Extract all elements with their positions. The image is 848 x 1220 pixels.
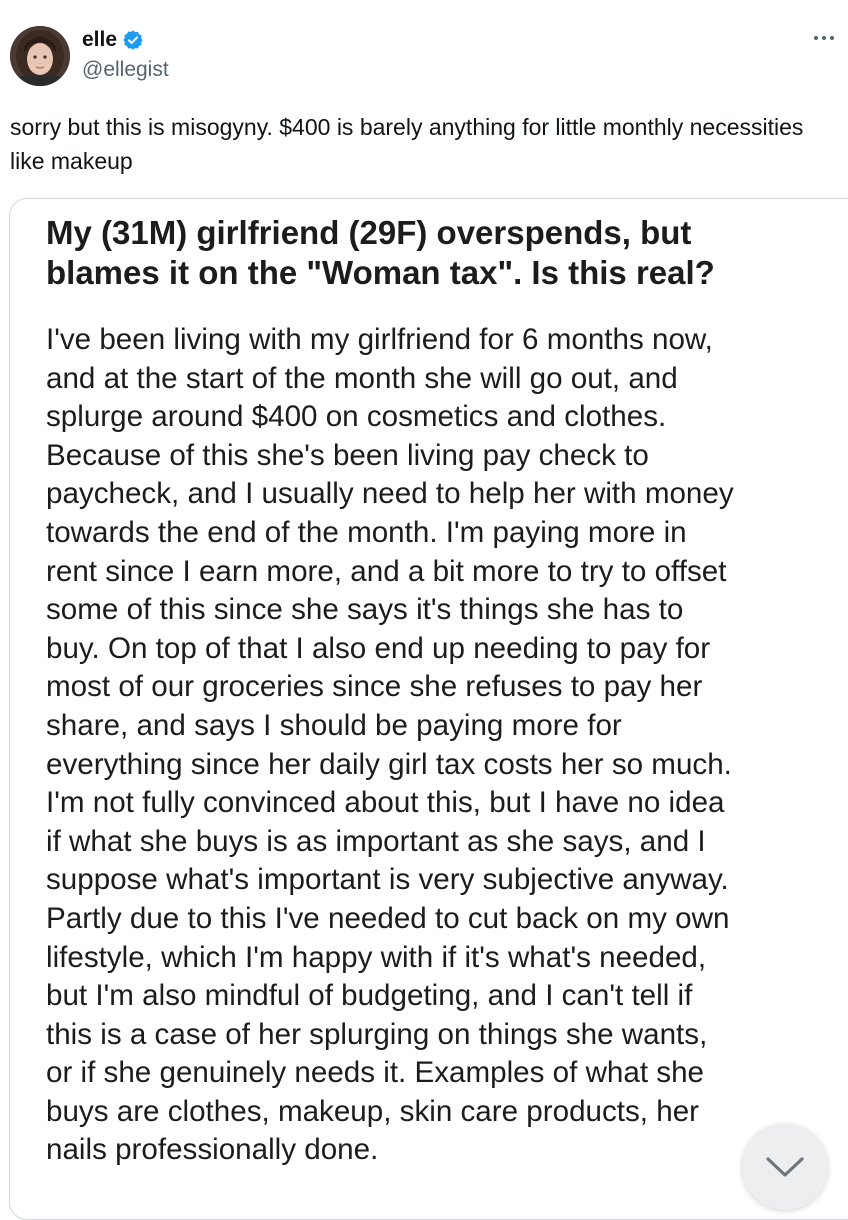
cropped-text-fragment — [220, 198, 440, 203]
tweet-text: sorry but this is misogyny. $400 is barely anything for little monthly necessities like makeup — [10, 114, 804, 174]
display-name[interactable]: elle — [82, 28, 118, 51]
tweet-header — [10, 24, 840, 88]
chevron-down-icon — [764, 1150, 806, 1184]
avatar-image — [10, 26, 70, 86]
quoted-post-body: I've been living with my girlfriend for 6 months now, and at the start of the month she will go out, and splurge around $400 on cosmetics and clothes. Because of this she's been living pay check to paycheck, and I usually need to help her with money towards the end of the month. I'm paying more in rent since I earn more, and a bit more to try to offset some of this since she says it's things she has to buy. On top of that I also end up needing to pay for most of our groceries since she refuses to pay her share, and says I should be paying more for everything since her daily girl tax costs her so much. I'm not fully convinced about this, but I have no idea if what she buys is as important as she says, and I suppose what's important is very subjective anyway. Partly due to this I've needed to cut back on my own lifestyle, which I'm happy with if it's what's needed, but I'm also mindful of budgeting, and I can't tell if this is a case of her splurging on things she wants, or if she genuinely needs it. Examples of what she buys are clothes, makeup, skin care products, her nails professionally done. — [46, 323, 734, 1167]
more-horizontal-icon[interactable] — [812, 30, 836, 46]
scroll-down-button[interactable] — [742, 1124, 828, 1210]
user-handle[interactable]: @ellegist — [82, 58, 169, 81]
avatar[interactable] — [10, 26, 70, 86]
name-row — [82, 28, 144, 52]
verified-badge-icon — [122, 29, 144, 51]
quoted-post-card[interactable] — [9, 198, 848, 1220]
quoted-post-title: My (31M) girlfriend (29F) overspends, but blames it on the "Woman tax". Is this real? — [46, 214, 715, 291]
